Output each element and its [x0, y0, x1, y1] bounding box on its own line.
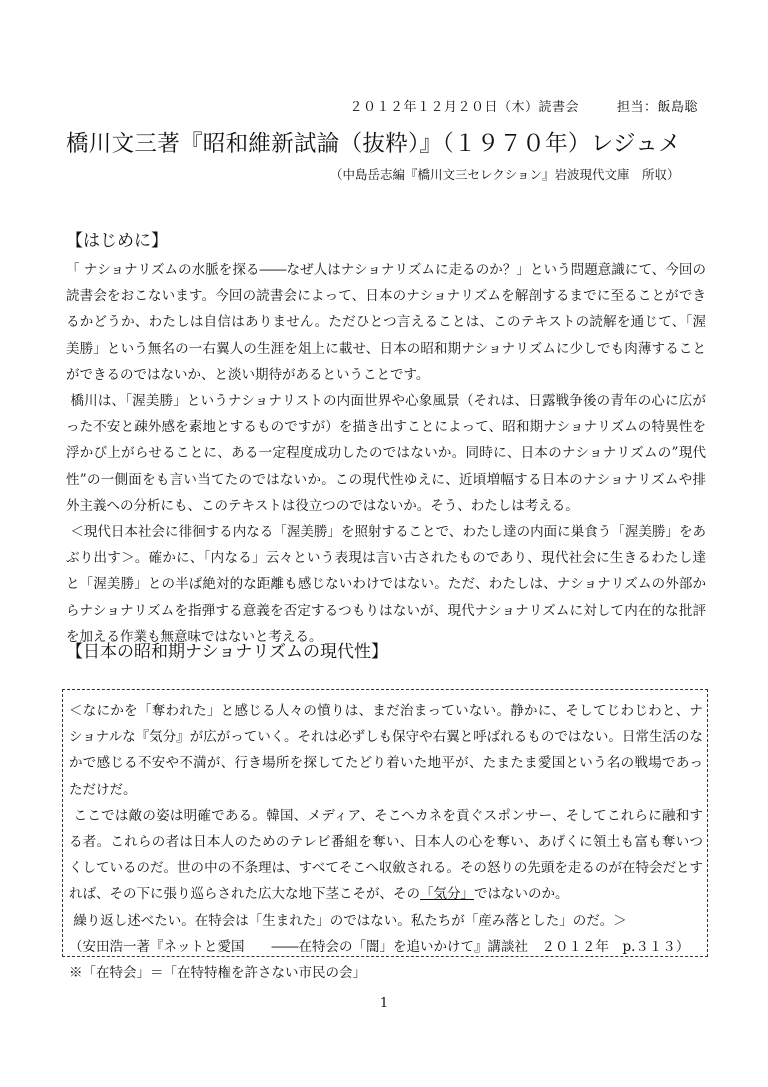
footnote: ※「在特会」＝「在特特権を許さない市民の会」 — [69, 965, 366, 982]
meeting-date: ２０１２年１２月２０日（木）読書会 — [349, 100, 579, 115]
presenter: 担当：飯島聡 — [616, 100, 698, 115]
document-title: 橋川文三著『昭和維新試論（抜粋）』（１９７０年）レジュメ — [66, 131, 681, 157]
modern-heading: 【日本の昭和期ナショナリズムの現代性】 — [66, 642, 388, 662]
quote-paragraph: 繰り返し述べたい。在特会は「生まれた」のではない。私たちが「産み落とした」のだ。＞ — [73, 912, 627, 929]
citation: （安田浩一著『ネットと愛国 ――在特会の「闇」を追いかけて』講談社 ２０１２年 p.３１３） — [69, 938, 690, 955]
page-number: 1 — [379, 996, 389, 1011]
intro-heading: 【はじめに】 — [66, 231, 168, 251]
intro-paragraph: ＜現代日本社会に徘徊する内なる「渥美勝」を照射することで、わたし達の内面に巣食う「渥美勝」をあぶり出す＞。確かに、「内なる」云々という表現は言い古されたものであり、現代社会に生きるわたし達と「渥美勝」との半ば絶対的な距離も感じないわけではない。ただ、わたしは、ナショナリズムの外部からナショナリズムを指弾する意義を否定するつもりはないが、現代ナショナリズムに対して内在的な批評を加える作業も無意味ではないと考える。 — [66, 524, 706, 645]
intro-paragraph: 橋川は、「渥美勝」というナショナリストの内面世界や心象風景（それは、日露戦争後の青年の心に広がった不安と疎外感を素地とするものですが）を描き出すことによって、昭和期ナショナリズムの特異性を浮かび上がらせることに、ある一定程度成功したのではないか。同時に、日本のナショナリズムの”現代性”の一側面をも言い当てたのではないか。この現代性ゆえに、近頃増幅する日本のナショナリズムや排外主義への分析にも、このテキストは役立つのではないか。そう、わたしは考える。 — [66, 393, 706, 514]
quote-box — [62, 689, 708, 982]
header-line — [349, 96, 698, 115]
quote-paragraph: ここでは敵の姿は明確である。韓国、メディア、そこへカネを貢ぐスポンサー、そしてこれらに融和する者。これらの者は日本人のためのテレビ番組を奪い、日本人の心を奪い、あげくに領土も富も奪いつくしているのだ。世の中の不条理は、すべてそこへ収斂される。その怒りの先頭を走るのが在特会だとすれば、その下に張り巡らされた広大な地下茎こそが、その「気分」ではないのか。 — [69, 807, 703, 903]
quote-body — [69, 698, 703, 986]
underlined-term: 「気分」 — [420, 886, 474, 903]
intro-paragraph: 「 ナショナリズムの水脈を探る――なぜ人はナショナリズムに走るのか？」という問題意識にて、今回の読書会をおこないます。今回の読書会によって、日本のナショナリズムを解剖するまでに至ることができるかどうか、わたしは自信はありません。ただひとつ言えることは、このテキストの読解を通じて、「渥美勝」という無名の一右翼人の生涯を俎上に載せ、日本の昭和期ナショナリズムに少しでも肉薄することができるのではないか、と淡い期待があるということです。 — [66, 262, 706, 383]
quote-paragraph: ＜なにかを「奪われた」と感じる人々の憤りは、まだ治まっていない。静かに、そしてじわじわと、ナショナルな『気分』が広がっていく。それは必ずしも保守や右翼と呼ばれるものではない。日常生活のなかで感じる不安や不満が、行き場所を探してたどり着いた地平が、たまたま愛国という名の戦場であっただけだ。 — [69, 703, 703, 798]
intro-body — [66, 257, 706, 650]
source-note: （中島岳志編『橋川文三セレクション』岩波現代文庫 所収） — [330, 167, 680, 182]
